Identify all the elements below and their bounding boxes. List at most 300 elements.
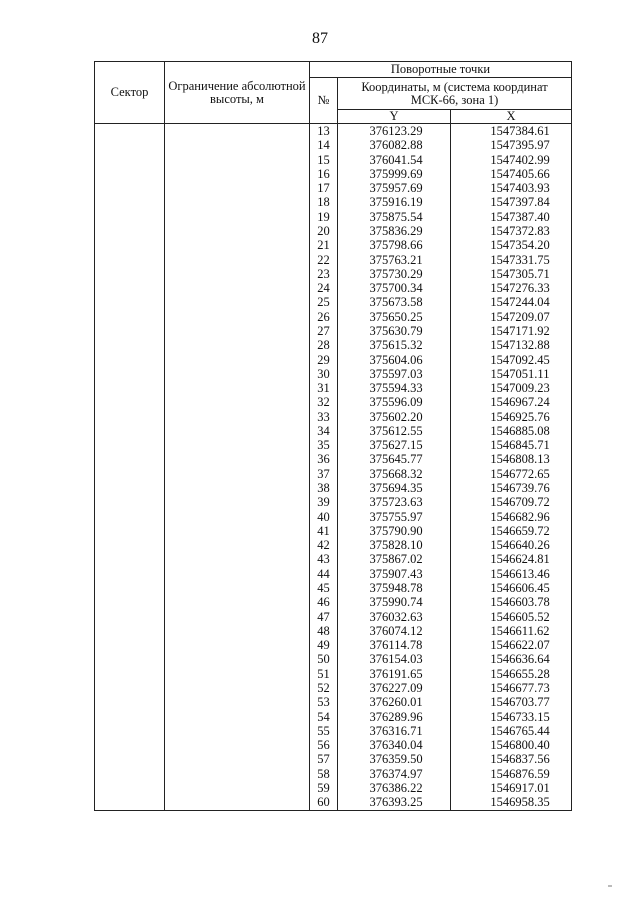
- table-row: [95, 481, 572, 495]
- sector-cell: [95, 495, 165, 509]
- sector-cell: [95, 367, 165, 381]
- height-limit-cell: [165, 524, 310, 538]
- scan-artifact: [608, 885, 612, 887]
- y-coordinate-cell: 376123.29: [338, 124, 451, 139]
- height-limit-cell: [165, 310, 310, 324]
- table-row: [95, 281, 572, 295]
- y-coordinate-cell: 375990.74: [338, 595, 451, 609]
- table-row: [95, 410, 572, 424]
- table-row: [95, 738, 572, 752]
- point-number-cell: 14: [310, 138, 338, 152]
- sector-cell: [95, 381, 165, 395]
- sector-cell: [95, 667, 165, 681]
- y-coordinate-cell: 375645.77: [338, 452, 451, 466]
- x-coordinate-cell: 1547331.75: [451, 253, 572, 267]
- sector-cell: [95, 124, 165, 139]
- height-limit-cell: [165, 724, 310, 738]
- table-row: [95, 153, 572, 167]
- y-coordinate-cell: 376074.12: [338, 624, 451, 638]
- sector-cell: [95, 167, 165, 181]
- point-number-cell: 54: [310, 710, 338, 724]
- x-coordinate-cell: 1546603.78: [451, 595, 572, 609]
- x-coordinate-cell: 1546800.40: [451, 738, 572, 752]
- height-limit-cell: [165, 438, 310, 452]
- point-number-cell: 23: [310, 267, 338, 281]
- y-coordinate-cell: 376386.22: [338, 781, 451, 795]
- x-coordinate-cell: 1546703.77: [451, 695, 572, 709]
- y-coordinate-cell: 375597.03: [338, 367, 451, 381]
- table-row: [95, 424, 572, 438]
- point-number-cell: 39: [310, 495, 338, 509]
- x-coordinate-cell: 1546765.44: [451, 724, 572, 738]
- table-row: [95, 295, 572, 309]
- height-limit-cell: [165, 452, 310, 466]
- y-coordinate-cell: 376359.50: [338, 752, 451, 766]
- table-body: [95, 124, 572, 811]
- coordinates-header: Координаты, м (система координат МСК-66, зона 1): [338, 78, 572, 110]
- point-number-cell: 22: [310, 253, 338, 267]
- point-number-cell: 27: [310, 324, 338, 338]
- point-number-cell: 38: [310, 481, 338, 495]
- point-number-cell: 46: [310, 595, 338, 609]
- point-number-cell: 32: [310, 395, 338, 409]
- table-row: [95, 652, 572, 666]
- height-limit-cell: [165, 181, 310, 195]
- height-limit-cell: [165, 481, 310, 495]
- point-number-cell: 15: [310, 153, 338, 167]
- height-limit-cell: [165, 495, 310, 509]
- y-coordinate-cell: 375828.10: [338, 538, 451, 552]
- x-coordinate-cell: 1547132.88: [451, 338, 572, 352]
- point-number-cell: 52: [310, 681, 338, 695]
- y-coordinate-cell: 376393.25: [338, 795, 451, 810]
- x-coordinate-cell: 1546659.72: [451, 524, 572, 538]
- table-row: [95, 395, 572, 409]
- point-number-cell: 55: [310, 724, 338, 738]
- x-coordinate-cell: 1547403.93: [451, 181, 572, 195]
- table-row: [95, 495, 572, 509]
- x-coordinate-cell: 1546733.15: [451, 710, 572, 724]
- table-row: [95, 195, 572, 209]
- y-coordinate-cell: 376316.71: [338, 724, 451, 738]
- point-number-cell: 58: [310, 767, 338, 781]
- x-coordinate-cell: 1546967.24: [451, 395, 572, 409]
- height-limit-cell: [165, 695, 310, 709]
- height-limit-cell: [165, 367, 310, 381]
- x-coordinate-cell: 1546739.76: [451, 481, 572, 495]
- sector-cell: [95, 524, 165, 538]
- sector-cell: [95, 195, 165, 209]
- table-row: [95, 638, 572, 652]
- y-coordinate-cell: 376191.65: [338, 667, 451, 681]
- point-number-cell: 33: [310, 410, 338, 424]
- point-number-cell: 18: [310, 195, 338, 209]
- sector-cell: [95, 424, 165, 438]
- height-limit-cell: [165, 138, 310, 152]
- height-limit-cell: [165, 167, 310, 181]
- point-number-cell: 37: [310, 467, 338, 481]
- point-number-cell: 42: [310, 538, 338, 552]
- table-row: [95, 438, 572, 452]
- sector-cell: [95, 710, 165, 724]
- y-coordinate-cell: 375612.55: [338, 424, 451, 438]
- table-row: [95, 253, 572, 267]
- sector-cell: [95, 581, 165, 595]
- sector-cell: [95, 310, 165, 324]
- point-number-cell: 60: [310, 795, 338, 810]
- sector-cell: [95, 267, 165, 281]
- height-limit-cell: [165, 324, 310, 338]
- sector-cell: [95, 452, 165, 466]
- y-coordinate-cell: 375867.02: [338, 552, 451, 566]
- x-coordinate-cell: 1546885.08: [451, 424, 572, 438]
- height-limit-cell: [165, 681, 310, 695]
- x-coordinate-cell: 1546808.13: [451, 452, 572, 466]
- x-coordinate-cell: 1547372.83: [451, 224, 572, 238]
- y-coordinate-cell: 375630.79: [338, 324, 451, 338]
- y-coordinate-cell: 375948.78: [338, 581, 451, 595]
- point-number-cell: 26: [310, 310, 338, 324]
- x-coordinate-cell: 1546917.01: [451, 781, 572, 795]
- height-limit-cell: [165, 781, 310, 795]
- sector-cell: [95, 410, 165, 424]
- table-row: [95, 381, 572, 395]
- table-row: [95, 238, 572, 252]
- table-row: [95, 224, 572, 238]
- turning-points-header: Поворотные точки: [310, 62, 572, 78]
- y-coordinate-cell: 376260.01: [338, 695, 451, 709]
- x-coordinate-cell: 1547354.20: [451, 238, 572, 252]
- height-limit-cell: [165, 567, 310, 581]
- y-coordinate-cell: 376041.54: [338, 153, 451, 167]
- height-limit-cell: [165, 410, 310, 424]
- height-limit-cell: [165, 710, 310, 724]
- height-limit-cell: [165, 652, 310, 666]
- sector-cell: [95, 138, 165, 152]
- point-number-cell: 20: [310, 224, 338, 238]
- height-limit-cell: [165, 638, 310, 652]
- y-coordinate-cell: 376374.97: [338, 767, 451, 781]
- y-coordinate-cell: 375755.97: [338, 510, 451, 524]
- point-number-cell: 44: [310, 567, 338, 581]
- height-limit-cell: [165, 210, 310, 224]
- point-number-cell: 50: [310, 652, 338, 666]
- point-number-cell: 51: [310, 667, 338, 681]
- sector-cell: [95, 567, 165, 581]
- sector-cell: [95, 253, 165, 267]
- table-row: [95, 710, 572, 724]
- point-number-cell: 47: [310, 610, 338, 624]
- y-coordinate-cell: 375723.63: [338, 495, 451, 509]
- sector-cell: [95, 510, 165, 524]
- height-limit-cell: [165, 467, 310, 481]
- table-row: [95, 510, 572, 524]
- point-number-cell: 45: [310, 581, 338, 595]
- table-row: [95, 324, 572, 338]
- sector-cell: [95, 724, 165, 738]
- y-coordinate-cell: 375650.25: [338, 310, 451, 324]
- y-coordinate-cell: 375907.43: [338, 567, 451, 581]
- x-coordinate-cell: 1546624.81: [451, 552, 572, 566]
- sector-cell: [95, 752, 165, 766]
- table-row: [95, 181, 572, 195]
- y-coordinate-cell: 375957.69: [338, 181, 451, 195]
- point-number-cell: 43: [310, 552, 338, 566]
- x-coordinate-cell: 1546682.96: [451, 510, 572, 524]
- coordinates-table: [94, 61, 572, 811]
- x-coordinate-cell: 1547171.92: [451, 324, 572, 338]
- sector-header: Сектор: [95, 62, 165, 124]
- x-coordinate-cell: 1546655.28: [451, 667, 572, 681]
- table-row: [95, 538, 572, 552]
- x-coordinate-cell: 1546772.65: [451, 467, 572, 481]
- x-coordinate-cell: 1546605.52: [451, 610, 572, 624]
- point-number-cell: 35: [310, 438, 338, 452]
- point-number-cell: 24: [310, 281, 338, 295]
- y-coordinate-cell: 375875.54: [338, 210, 451, 224]
- sector-cell: [95, 781, 165, 795]
- x-header: X: [451, 110, 572, 124]
- height-limit-cell: [165, 581, 310, 595]
- x-coordinate-cell: 1547092.45: [451, 353, 572, 367]
- sector-cell: [95, 638, 165, 652]
- sector-cell: [95, 353, 165, 367]
- sector-cell: [95, 595, 165, 609]
- sector-cell: [95, 295, 165, 309]
- x-coordinate-cell: 1547276.33: [451, 281, 572, 295]
- sector-cell: [95, 324, 165, 338]
- sector-cell: [95, 224, 165, 238]
- table-row: [95, 452, 572, 466]
- height-limit-cell: [165, 667, 310, 681]
- y-coordinate-cell: 376340.04: [338, 738, 451, 752]
- point-number-cell: 40: [310, 510, 338, 524]
- x-coordinate-cell: 1547305.71: [451, 267, 572, 281]
- sector-cell: [95, 481, 165, 495]
- sector-cell: [95, 738, 165, 752]
- height-limit-cell: [165, 395, 310, 409]
- y-coordinate-cell: 375602.20: [338, 410, 451, 424]
- height-limit-cell: [165, 738, 310, 752]
- point-number-cell: 53: [310, 695, 338, 709]
- y-header: Y: [338, 110, 451, 124]
- height-limit-cell: [165, 253, 310, 267]
- y-coordinate-cell: 375836.29: [338, 224, 451, 238]
- table-row: [95, 338, 572, 352]
- sector-cell: [95, 181, 165, 195]
- x-coordinate-cell: 1546876.59: [451, 767, 572, 781]
- x-coordinate-cell: 1547402.99: [451, 153, 572, 167]
- x-coordinate-cell: 1547395.97: [451, 138, 572, 152]
- x-coordinate-cell: 1547384.61: [451, 124, 572, 139]
- table-row: [95, 567, 572, 581]
- y-coordinate-cell: 376114.78: [338, 638, 451, 652]
- height-limit-cell: [165, 381, 310, 395]
- sector-cell: [95, 438, 165, 452]
- x-coordinate-cell: 1546613.46: [451, 567, 572, 581]
- y-coordinate-cell: 375730.29: [338, 267, 451, 281]
- sector-cell: [95, 538, 165, 552]
- height-limit-cell: [165, 510, 310, 524]
- x-coordinate-cell: 1546636.64: [451, 652, 572, 666]
- height-limit-cell: [165, 353, 310, 367]
- point-number-cell: 21: [310, 238, 338, 252]
- y-coordinate-cell: 375798.66: [338, 238, 451, 252]
- sector-cell: [95, 395, 165, 409]
- number-header: №: [310, 78, 338, 124]
- y-coordinate-cell: 376032.63: [338, 610, 451, 624]
- table-row: [95, 595, 572, 609]
- table-row: [95, 552, 572, 566]
- x-coordinate-cell: 1546606.45: [451, 581, 572, 595]
- point-number-cell: 57: [310, 752, 338, 766]
- point-number-cell: 49: [310, 638, 338, 652]
- sector-cell: [95, 652, 165, 666]
- point-number-cell: 34: [310, 424, 338, 438]
- sector-cell: [95, 795, 165, 810]
- x-coordinate-cell: 1546958.35: [451, 795, 572, 810]
- x-coordinate-cell: 1546640.26: [451, 538, 572, 552]
- table-row: [95, 781, 572, 795]
- sector-cell: [95, 238, 165, 252]
- point-number-cell: 19: [310, 210, 338, 224]
- sector-cell: [95, 338, 165, 352]
- y-coordinate-cell: 375615.32: [338, 338, 451, 352]
- height-limit-cell: [165, 238, 310, 252]
- point-number-cell: 13: [310, 124, 338, 139]
- height-limit-cell: [165, 610, 310, 624]
- table-row: [95, 367, 572, 381]
- point-number-cell: 36: [310, 452, 338, 466]
- y-coordinate-cell: 375604.06: [338, 353, 451, 367]
- table-row: [95, 667, 572, 681]
- table-row: [95, 767, 572, 781]
- x-coordinate-cell: 1546709.72: [451, 495, 572, 509]
- height-limit-cell: [165, 153, 310, 167]
- point-number-cell: 59: [310, 781, 338, 795]
- table-row: [95, 267, 572, 281]
- x-coordinate-cell: 1546611.62: [451, 624, 572, 638]
- sector-cell: [95, 767, 165, 781]
- y-coordinate-cell: 376154.03: [338, 652, 451, 666]
- point-number-cell: 29: [310, 353, 338, 367]
- x-coordinate-cell: 1546677.73: [451, 681, 572, 695]
- x-coordinate-cell: 1547051.11: [451, 367, 572, 381]
- table-row: [95, 795, 572, 810]
- table-header: [95, 62, 572, 124]
- table-row: [95, 353, 572, 367]
- table-row: [95, 210, 572, 224]
- point-number-cell: 41: [310, 524, 338, 538]
- table-row: [95, 467, 572, 481]
- point-number-cell: 30: [310, 367, 338, 381]
- table-row: [95, 310, 572, 324]
- table-row: [95, 167, 572, 181]
- x-coordinate-cell: 1547009.23: [451, 381, 572, 395]
- x-coordinate-cell: 1547397.84: [451, 195, 572, 209]
- sector-cell: [95, 681, 165, 695]
- table-row: [95, 524, 572, 538]
- table-row: [95, 681, 572, 695]
- y-coordinate-cell: 375596.09: [338, 395, 451, 409]
- x-coordinate-cell: 1546622.07: [451, 638, 572, 652]
- x-coordinate-cell: 1547405.66: [451, 167, 572, 181]
- height-limit-cell: [165, 424, 310, 438]
- sector-cell: [95, 153, 165, 167]
- point-number-cell: 17: [310, 181, 338, 195]
- table-row: [95, 624, 572, 638]
- y-coordinate-cell: 375668.32: [338, 467, 451, 481]
- y-coordinate-cell: 375627.15: [338, 438, 451, 452]
- table-row: [95, 610, 572, 624]
- x-coordinate-cell: 1547387.40: [451, 210, 572, 224]
- sector-cell: [95, 552, 165, 566]
- y-coordinate-cell: 375673.58: [338, 295, 451, 309]
- point-number-cell: 16: [310, 167, 338, 181]
- height-limit-cell: [165, 195, 310, 209]
- table-row: [95, 752, 572, 766]
- y-coordinate-cell: 375790.90: [338, 524, 451, 538]
- sector-cell: [95, 281, 165, 295]
- page-number: 87: [312, 30, 328, 47]
- table-row: [95, 581, 572, 595]
- height-limit-cell: [165, 595, 310, 609]
- x-coordinate-cell: 1546925.76: [451, 410, 572, 424]
- y-coordinate-cell: 376227.09: [338, 681, 451, 695]
- height-limit-cell: [165, 124, 310, 139]
- table-row: [95, 695, 572, 709]
- y-coordinate-cell: 375700.34: [338, 281, 451, 295]
- height-limit-cell: [165, 295, 310, 309]
- point-number-cell: 56: [310, 738, 338, 752]
- point-number-cell: 25: [310, 295, 338, 309]
- height-limit-cell: [165, 224, 310, 238]
- height-limit-cell: [165, 795, 310, 810]
- y-coordinate-cell: 376289.96: [338, 710, 451, 724]
- height-limit-cell: [165, 752, 310, 766]
- x-coordinate-cell: 1547244.04: [451, 295, 572, 309]
- x-coordinate-cell: 1546845.71: [451, 438, 572, 452]
- sector-cell: [95, 210, 165, 224]
- height-limit-cell: [165, 767, 310, 781]
- height-limit-cell: [165, 281, 310, 295]
- sector-cell: [95, 624, 165, 638]
- height-limit-cell: [165, 267, 310, 281]
- y-coordinate-cell: 375999.69: [338, 167, 451, 181]
- y-coordinate-cell: 375763.21: [338, 253, 451, 267]
- y-coordinate-cell: 375694.35: [338, 481, 451, 495]
- y-coordinate-cell: 375916.19: [338, 195, 451, 209]
- height-limit-cell: [165, 338, 310, 352]
- sector-cell: [95, 610, 165, 624]
- height-limit-header: Ограничение абсолютной высоты, м: [165, 62, 310, 124]
- y-coordinate-cell: 376082.88: [338, 138, 451, 152]
- table-row: [95, 138, 572, 152]
- point-number-cell: 28: [310, 338, 338, 352]
- table-row: [95, 124, 572, 139]
- height-limit-cell: [165, 538, 310, 552]
- y-coordinate-cell: 375594.33: [338, 381, 451, 395]
- height-limit-cell: [165, 552, 310, 566]
- point-number-cell: 48: [310, 624, 338, 638]
- point-number-cell: 31: [310, 381, 338, 395]
- x-coordinate-cell: 1546837.56: [451, 752, 572, 766]
- table-row: [95, 724, 572, 738]
- sector-cell: [95, 467, 165, 481]
- sector-cell: [95, 695, 165, 709]
- height-limit-cell: [165, 624, 310, 638]
- x-coordinate-cell: 1547209.07: [451, 310, 572, 324]
